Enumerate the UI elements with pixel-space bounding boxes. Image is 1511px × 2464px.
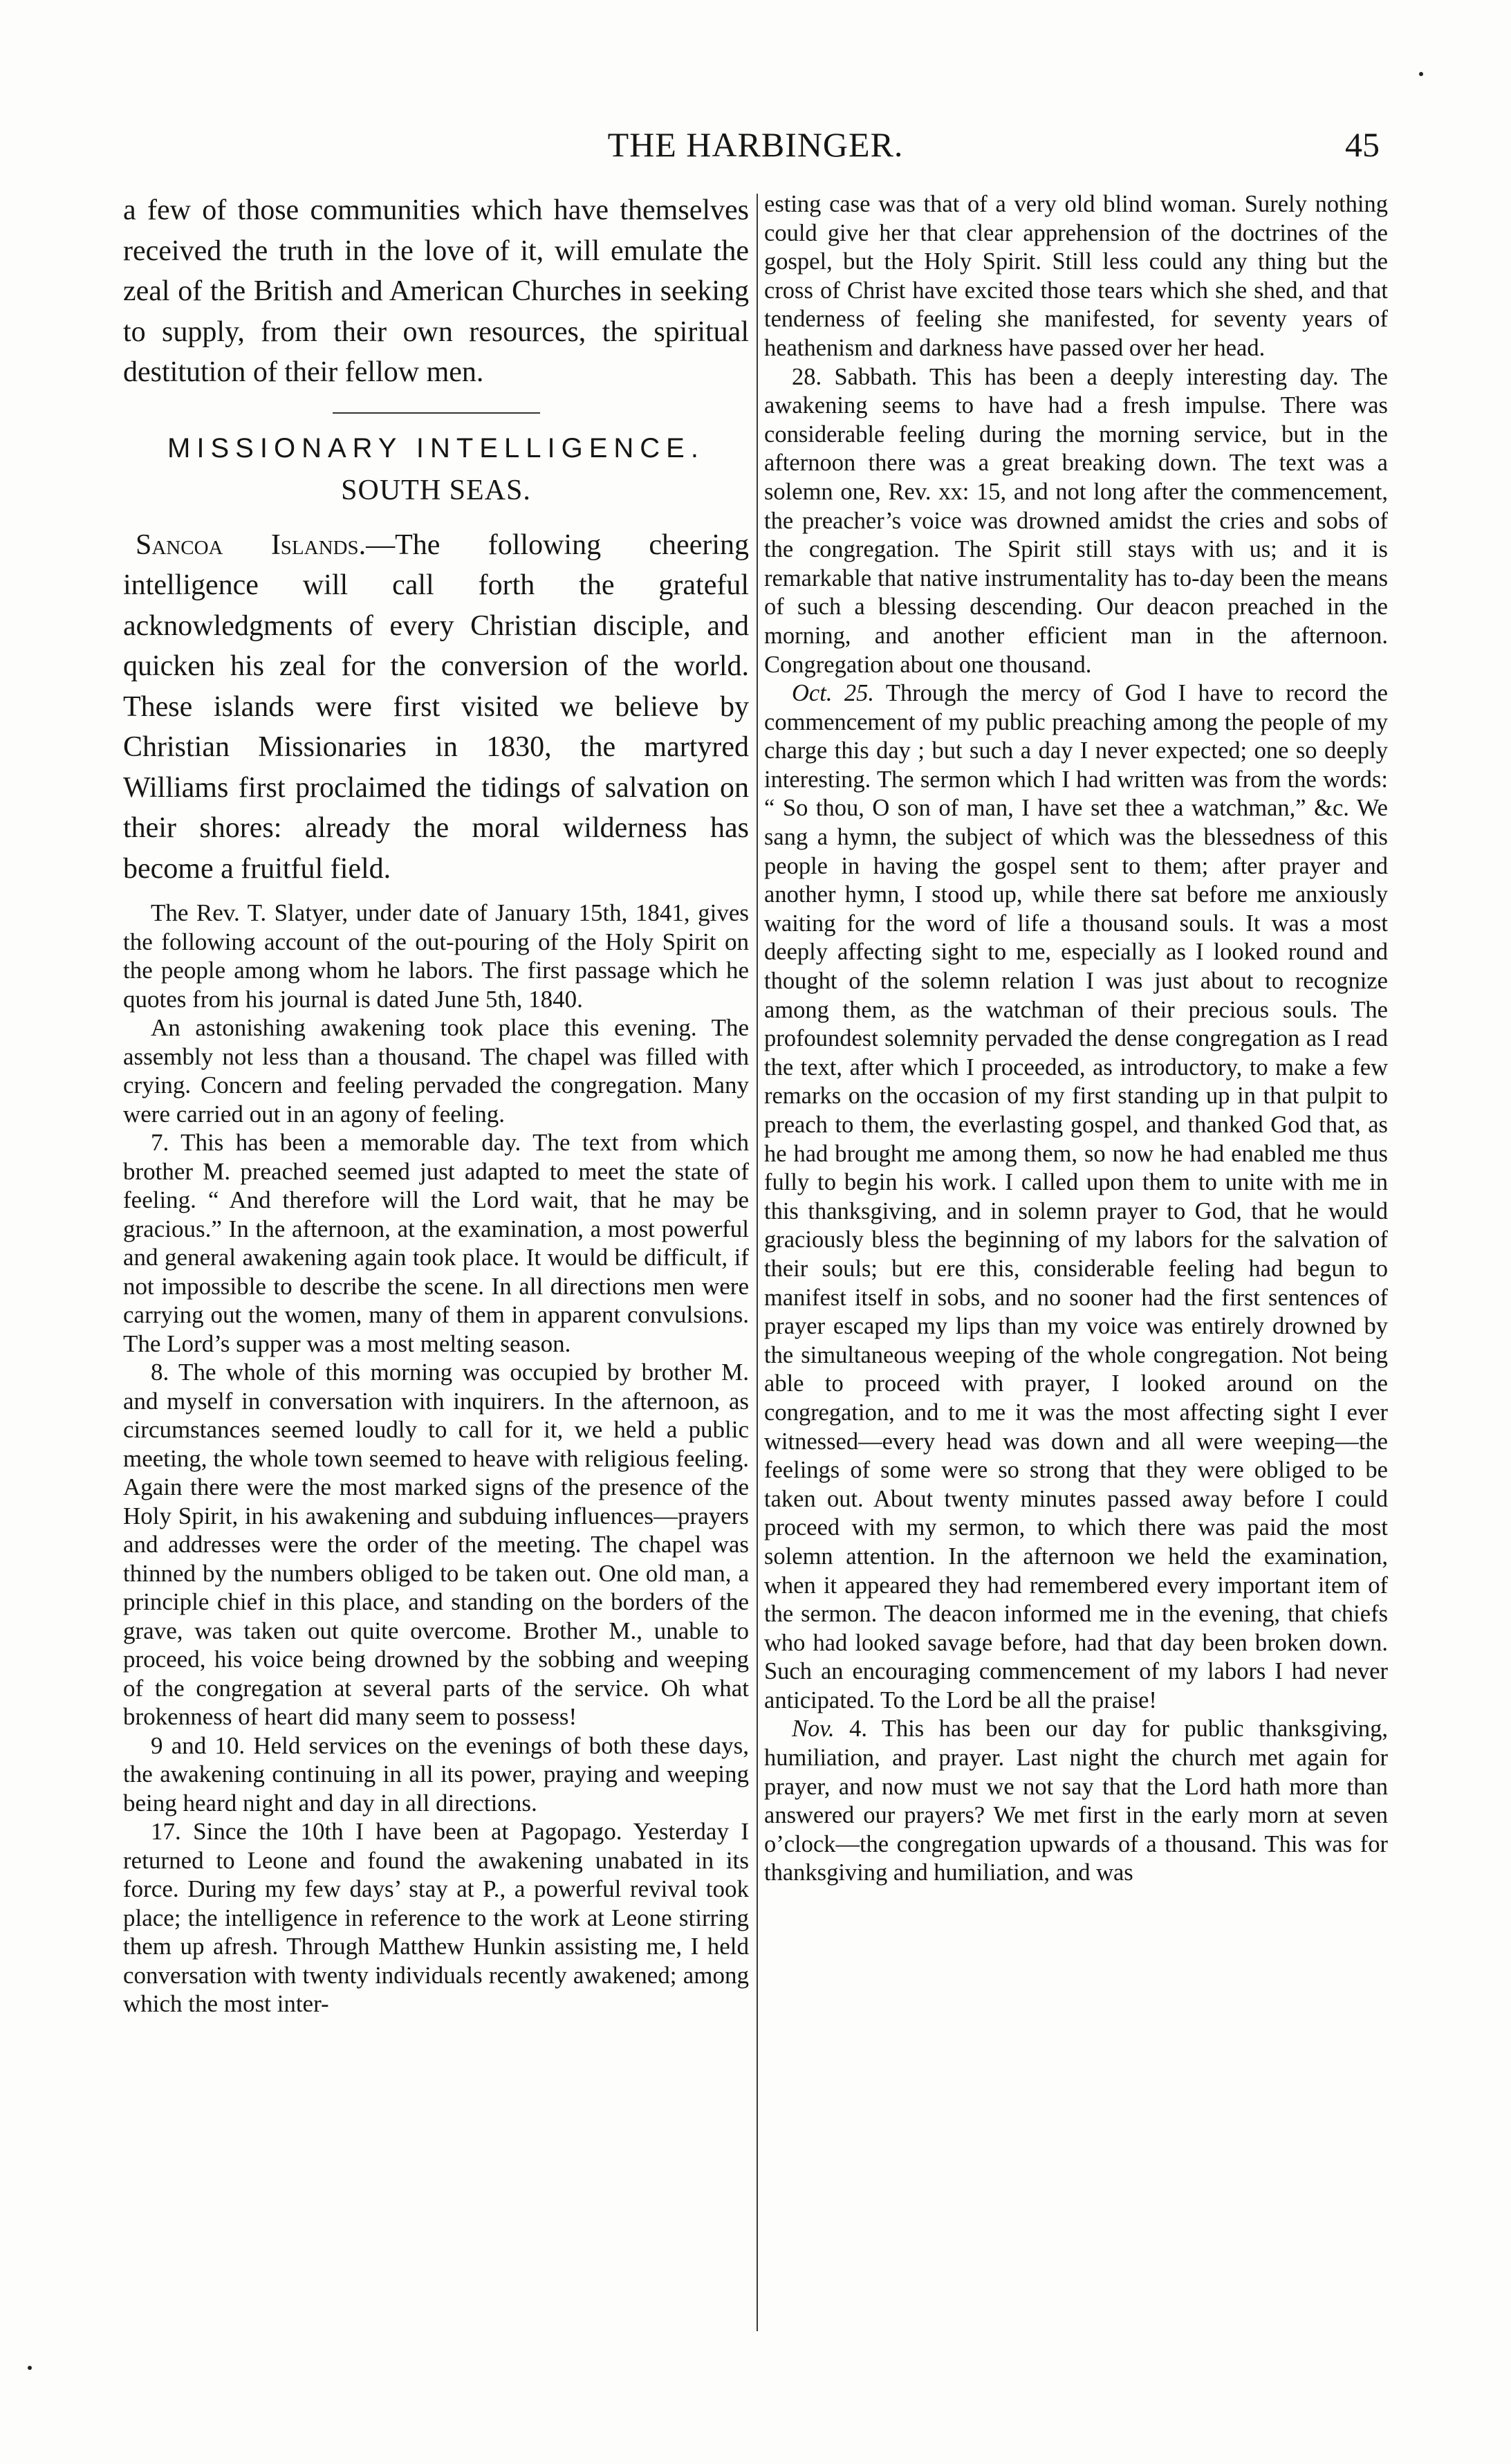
entry-date-label: Oct. 25. [792,680,875,707]
paragraph: 9 and 10. Held services on the evenings of both these days, the awakening continuing in all its power, praying and weeping being heard night and day in all directions. [123,1731,749,1817]
paragraph: 28. Sabbath. This has been a deeply interesting day. The awakening seems to have had a fresh impulse. There was considerable feeling during the morning service, but in the afternoon there was a great breaking down. The text was a solemn one, Rev. xx: 15, and not long after the commencement, the preacher’s voice was drowned amidst the cries and sobs of the congregation. The Spirit still stays with us; and it is remarkable that native instrumentality has to-day been the means of such a blessing descending. Our deacon preached in the morning, and another efficient man in the afternoon. Congregation about one thousand. [764,363,1388,678]
section-divider [333,412,540,414]
running-header [0,119,1511,167]
lead-paragraph [123,525,749,890]
paragraph: esting case was that of a very old blind woman. Surely nothing could give her that clear apprehension of the doctrines of the gospel, but the Holy Spirit. Still less could any thing but the cross of Christ have excited those tears which she shed, and that tenderness of feeling she manifested, for seventy years of heathenism and darkness have passed over her head. [764,191,1388,361]
column-divider [757,194,758,2331]
nov-entry [764,1715,1388,1888]
paragraph: 7. This has been a memorable day. The text from which brother M. preached seemed just adapted to meet the state of feeling. “ And therefore will the Lord wait, that he may be gracious.” In the afternoon, at the examination, a most powerful and general awakening again took place. It would be difficult, if not impossible to describe the scene. In all directions men were carrying out the women, many of them in apparent convulsions. The Lord’s supper was a most melting season. [123,1129,749,1357]
right-column [764,190,1388,1888]
entry-text: Through the mercy of God I have to record the commencement of my public preaching among the people of my charge this day ; but such a day I never expected; one so deeply interesting. The sermon which I had written was from the words: “ So thou, O son of man, I have set thee a watchman,” &c. We sang a hymn, the subject of which was the blessedness of this people in having the gospel sent to them; after prayer and another hymn, I stood up, while there sat before me anxiously waiting for the word of life a thousand souls. It was a most deeply affecting sight to me, especially as I looked round and thought of the solemn relation I was just about to recognize among them, as the watchman of their precious souls. The profoundest solemnity pervaded the dense congregation as I read the text, after which I proceeded, as introductory, to make a few remarks on the occasion of my first standing up in that pulpit to preach to them, the everlasting gospel, and thanked God that, as he had brought me among them, so now he had enabled me thus fully to begin his work. I called upon them to unite with me in this thanksgiving, and in solemn prayer to God, that he would graciously bless the beginning of my labors for the salvation of their souls; but ere this, considerable feeling had begun to manifest itself in sobs, and no sooner had the first sentences of prayer escaped my lips than my voice was entirely drowned by the simultaneous weeping of the whole congregation. Not being able to proceed with prayer, I looked around on the congregation, and to me it was the most affecting sight I ever witnessed—every head was down and all were weeping—the feelings of some were so strong that they were obliged to be taken out. About twenty minutes passed away before I could proceed with my sermon, to which there was paid the most solemn attention. In the afternoon we held the examination, when it appeared they had remembered every important item of the sermon. The deacon informed me in the evening, that chiefs who had looked savage before, had that day been broken down. Such an encouraging commencement of my labors I had never anticipated. To the Lord be all the praise! [764,680,1388,1713]
subheading: SOUTH SEAS. [341,474,531,506]
intro-paragraph: a few of those communities which have themselves received the truth in the love of it, will emulate the zeal of the British and American Churches in seeking to supply, from their own resources, the spiritual destitution of their fellow men. [123,194,749,388]
left-column [123,190,749,2019]
entry-date-label: Nov. [792,1716,835,1743]
spacer [123,889,749,899]
page-number: 45 [1345,125,1380,164]
paragraph: 8. The whole of this morning was occupied by brother M. and myself in conversation with inquirers. In the afternoon, as circumstances seemed loudly to call for it, we held a public meeting, the whole town seemed to heave with religious feeling. Again there were the most marked signs of the presence of the Holy Spirit, in his awakening and subduing influences—prayers and addresses were the order of the meeting. The chapel was thinned by the numbers obliged to be taken out. One old man, a principle chief in this place, and standing on the borders of the grave, was taken out quite overcome. Brother M., unable to proceed, his voice being drowned by the sobbing and weeping of the congregation at several parts of the service. Oh what brokenness of heart did many seem to possess! [123,1359,749,1730]
lead-text: —The following cheering intelligence will call forth the grateful acknowledgments of every Christian disciple, and quicken his zeal for the conversion of the world. These islands were first visited we believe by Christian Missionaries in 1830, the martyred Williams first proclaimed the tidings of salvation on their shores: already the moral wilderness has become a fruitful field. [123,528,749,885]
speck-mark [1419,72,1423,76]
section-heading: MISSIONARY INTELLIGENCE. [167,432,705,463]
oct-entry [764,679,1388,1715]
paragraph: An astonishing awakening took place this evening. The assembly not less than a thousand. The chapel was filled with crying. Concern and feeling pervaded the congregation. Many were carried out in an agony of feeling. [123,1014,749,1128]
paragraph: The Rev. T. Slatyer, under date of January 15th, 1841, gives the following account of the out-pouring of the Holy Spirit on the people among whom he labors. The first passage which he quotes from his journal is dated June 5th, 1840. [123,899,749,1013]
paragraph: 17. Since the 10th I have been at Pagopago. Yesterday I returned to Leone and found the awakening unabated in its force. During my few days’ stay at P., a powerful revival took place; the intelligence in reference to the work at Leone stirring them up afresh. Through Matthew Hunkin assisting me, I held conversation with twenty individuals recently awakened; among which the most inter- [123,1818,749,2017]
entry-text: 4. This has been our day for public thanksgiving, humiliation, and prayer. Last night the church met again for prayer, and now must we not say that the Lord hath more than answered our prayers? We met first in the early morn at seven o’clock—the congregation upwards of a thousand. This was for thanksgiving and humiliation, and was [764,1716,1388,1886]
running-title: THE HARBINGER. [607,125,904,164]
speck-mark [28,2366,32,2370]
lead-label: Sancoa Islands. [136,528,367,561]
